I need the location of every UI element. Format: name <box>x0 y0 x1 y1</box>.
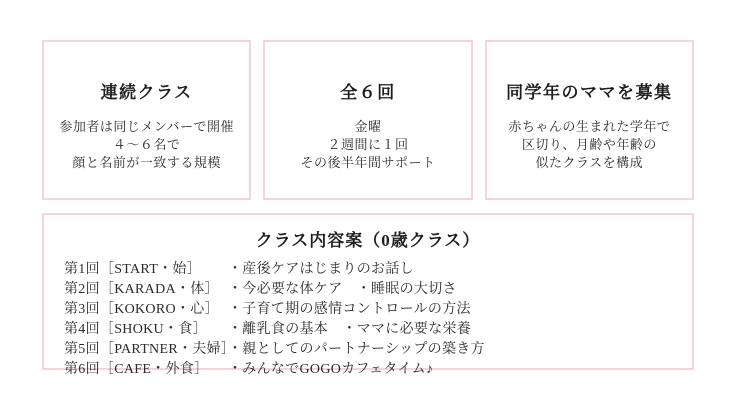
plan-row-desc: ・親としてのパートナーシップの築き方 <box>228 342 485 357</box>
plan-row-2 <box>64 280 692 300</box>
card-title: 連続クラス <box>100 83 193 102</box>
card-line: 顔と名前が一致する規模 <box>72 155 221 170</box>
card-line: 参加者は同じメンバーで開催 <box>59 119 234 134</box>
card-line: 赤ちゃんの生まれた学年で <box>508 119 671 134</box>
feature-cards-row <box>42 40 694 200</box>
plan-row-desc: ・みんなでGOGOカフェタイム♪ <box>228 362 434 377</box>
card-body <box>487 118 692 172</box>
card-six-sessions <box>263 40 472 200</box>
card-line: ４～６名で <box>112 137 181 152</box>
card-same-grade-moms <box>485 40 694 200</box>
plan-row-5 <box>64 340 692 360</box>
plan-row-6 <box>64 360 692 380</box>
plan-row-label: 第6回［CAFE・外食］ <box>64 362 209 377</box>
card-line: 似たクラスを構成 <box>535 155 644 170</box>
card-title: 同学年のママを募集 <box>506 83 673 102</box>
plan-row-desc: ・離乳食の基本 ・ママに必要な栄養 <box>228 322 472 337</box>
card-line: 区切り、月齢や年齢の <box>521 137 657 152</box>
card-title: 全６回 <box>340 83 396 102</box>
card-line: 金曜 <box>354 119 382 134</box>
plan-row-desc: ・子育て期の感情コントロールの方法 <box>228 302 471 317</box>
class-content-plan <box>42 213 694 377</box>
plan-row-label: 第5回［PARTNER・夫婦］ <box>64 342 236 357</box>
plan-title: クラス内容案（0歳クラス） <box>255 231 481 250</box>
plan-rows <box>64 260 692 380</box>
plan-row-label: 第3回［KOKORO・心］ <box>64 302 219 317</box>
card-continuous-class <box>42 40 251 200</box>
plan-row-1 <box>64 260 692 280</box>
plan-row-label: 第2回［KARADA・体］ <box>64 282 219 297</box>
plan-row-label: 第4回［SHOKU・食］ <box>64 322 207 337</box>
plan-row-4 <box>64 320 692 340</box>
card-body <box>44 118 249 172</box>
card-line: その後半年間サポート <box>300 155 436 170</box>
plan-row-3 <box>64 300 692 320</box>
card-body <box>265 118 470 172</box>
plan-row-desc: ・産後ケアはじまりのお話し <box>228 262 414 277</box>
plan-row-label: 第1回［START・始］ <box>64 262 201 277</box>
card-line: ２週間に１回 <box>327 137 409 152</box>
plan-row-desc: ・今必要な体ケア ・睡眠の大切さ <box>228 282 457 297</box>
